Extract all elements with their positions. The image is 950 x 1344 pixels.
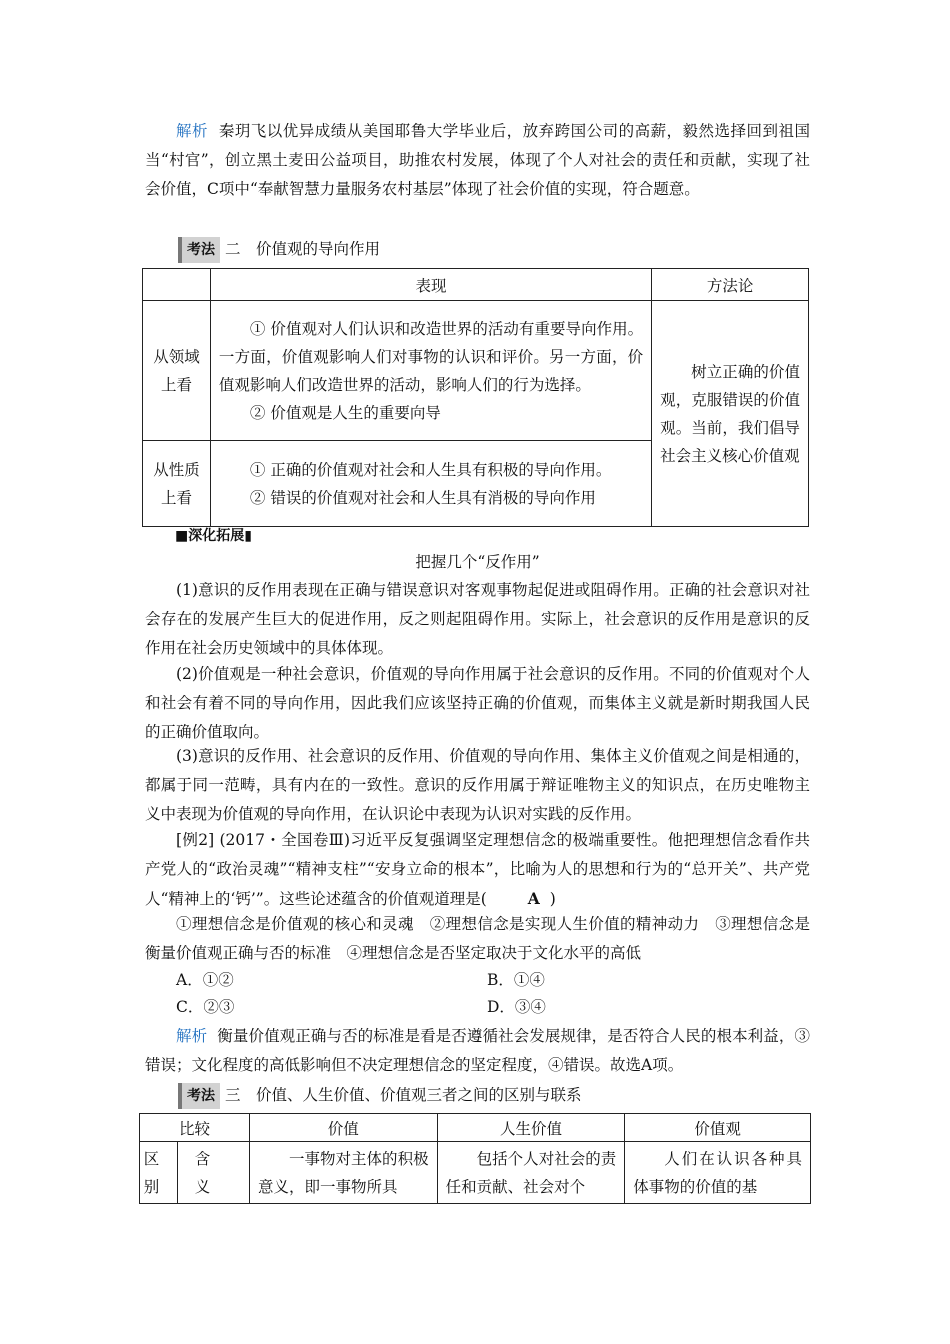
header-value: 价值 — [249, 1114, 437, 1142]
example-items: ①理想信念是价值观的核心和灵魂 ②理想信念是实现人生价值的精神动力 ③理想信念是衡量价值观正确与否的标准 ④理想信念是否坚定取决于文化水平的高低 — [145, 915, 810, 962]
kaofa-badge: 考法 — [178, 237, 220, 263]
table-header-empty — [143, 269, 211, 301]
header-value-view: 价值观 — [625, 1114, 811, 1142]
section-heading-2 — [178, 236, 380, 262]
kaofa-badge: 考法 — [178, 1083, 220, 1109]
row-nature-content — [210, 441, 651, 527]
analysis-text: 秦玥飞以优异成绩从美国耶鲁大学毕业后，放弃跨国公司的高薪，毅然选择回到祖国当“村官”，创立黑土麦田公益项目，助推农村发展，体现了个人对社会的责任和贡献，实现了社会价值，C项中“奉献智慧力量服务农村基层”体现了社会价值的实现，符合题意。 — [145, 122, 810, 198]
example-stem-close: ) — [549, 890, 556, 908]
option-a: A．①② — [176, 971, 234, 989]
example-stem-text: [例2] (2017・全国卷Ⅲ)习近平反复强调坚定理想信念的极端重要性。他把理想信念看作共产党人的“政治灵魂”“精神支柱”“安身立命的根本”，比喻为人的思想和行为的“总开关”、共产党人“精神上的‘钙’”。这些论述蕴含的价值观道理是( — [145, 831, 810, 908]
analysis-label: 解析 — [176, 122, 208, 140]
guidance-table — [142, 268, 809, 527]
analysis-paragraph-1 — [145, 117, 810, 204]
analysis-label: 解析 — [176, 1027, 208, 1045]
deep-extension-title: 把握几个“反作用” — [415, 553, 540, 571]
deep-paragraph-1: (1)意识的反作用表现在正确与错误意识对客观事物起促进或阻碍作用。正确的社会意识对社会存在的发展产生巨大的促进作用，反之则起阻碍作用。实际上，社会意识的反作用是意识的反作用在社会历史领域中的具体体现。 — [145, 581, 810, 657]
analysis-paragraph-2 — [145, 1022, 810, 1080]
methodology-cell: 树立正确的价值观，克服错误的价值观。当前，我们倡导社会主义核心价值观 — [652, 301, 809, 527]
header-life-value: 人生价值 — [437, 1114, 625, 1142]
section-heading-3 — [178, 1082, 581, 1108]
example-stem — [145, 826, 810, 914]
domain-point-1: ① 价值观对人们认识和改造世界的活动有重要导向作用。一方面，价值观影响人们对事物的认识和评价。另一方面，价值观影响人们改造世界的活动，影响人们的行为选择。 — [218, 319, 644, 394]
option-b: B．①④ — [487, 971, 545, 989]
nature-point-1: ① 正确的价值观对社会和人生具有积极的导向作用。 — [249, 460, 612, 479]
comparison-table — [139, 1113, 811, 1204]
table-header-performance: 表现 — [210, 269, 651, 301]
table-header-methodology: 方法论 — [652, 269, 809, 301]
row-label-difference: 区别 — [140, 1142, 178, 1204]
cell-value-view-meaning: 人们在认识各种具体事物的价值的基 — [625, 1142, 811, 1204]
option-c: C．②③ — [176, 998, 235, 1016]
row-label-nature: 从性质上看 — [143, 441, 211, 527]
header-compare: 比较 — [140, 1114, 250, 1142]
row-label-domain: 从领域上看 — [143, 301, 211, 441]
row-label-meaning: 含义 — [177, 1142, 249, 1204]
analysis-text: 衡量价值观正确与否的标准是看是否遵循社会发展规律，是否符合人民的根本利益，③错误；文化程度的高低影响但不决定理想信念的坚定程度，④错误。故选A项。 — [145, 1027, 810, 1074]
cell-value-meaning: 一事物对主体的积极意义，即一事物所具 — [249, 1142, 437, 1204]
example-answer: A — [527, 889, 540, 908]
deep-paragraph-3: (3)意识的反作用、社会意识的反作用、价值观的导向作用、集体主义价值观之间是相通的，都属于同一范畴，具有内在的一致性。意识的反作用属于辩证唯物主义的知识点，在历史唯物主义中表现为价值观的导向作用，在认识论中表现为认识对实践的反作用。 — [145, 747, 810, 823]
row-domain-content — [210, 301, 651, 441]
domain-point-2: ② 价值观是人生的重要向导 — [249, 403, 441, 422]
section-title: 二 价值观的导向作用 — [224, 240, 380, 258]
deep-extension-label: ■深化拓展▮ — [175, 528, 252, 544]
section-title: 三 价值、人生价值、价值观三者之间的区别与联系 — [224, 1086, 582, 1104]
option-d: D．③④ — [487, 998, 546, 1016]
nature-point-2: ② 错误的价值观对社会和人生具有消极的导向作用 — [249, 488, 596, 507]
deep-paragraph-2: (2)价值观是一种社会意识，价值观的导向作用属于社会意识的反作用。不同的价值观对个人和社会有着不同的导向作用，因此我们应该坚持正确的价值观，而集体主义就是新时期我国人民的正确价值取向。 — [145, 665, 810, 741]
cell-life-value-meaning: 包括个人对社会的责任和贡献、社会对个 — [437, 1142, 625, 1204]
